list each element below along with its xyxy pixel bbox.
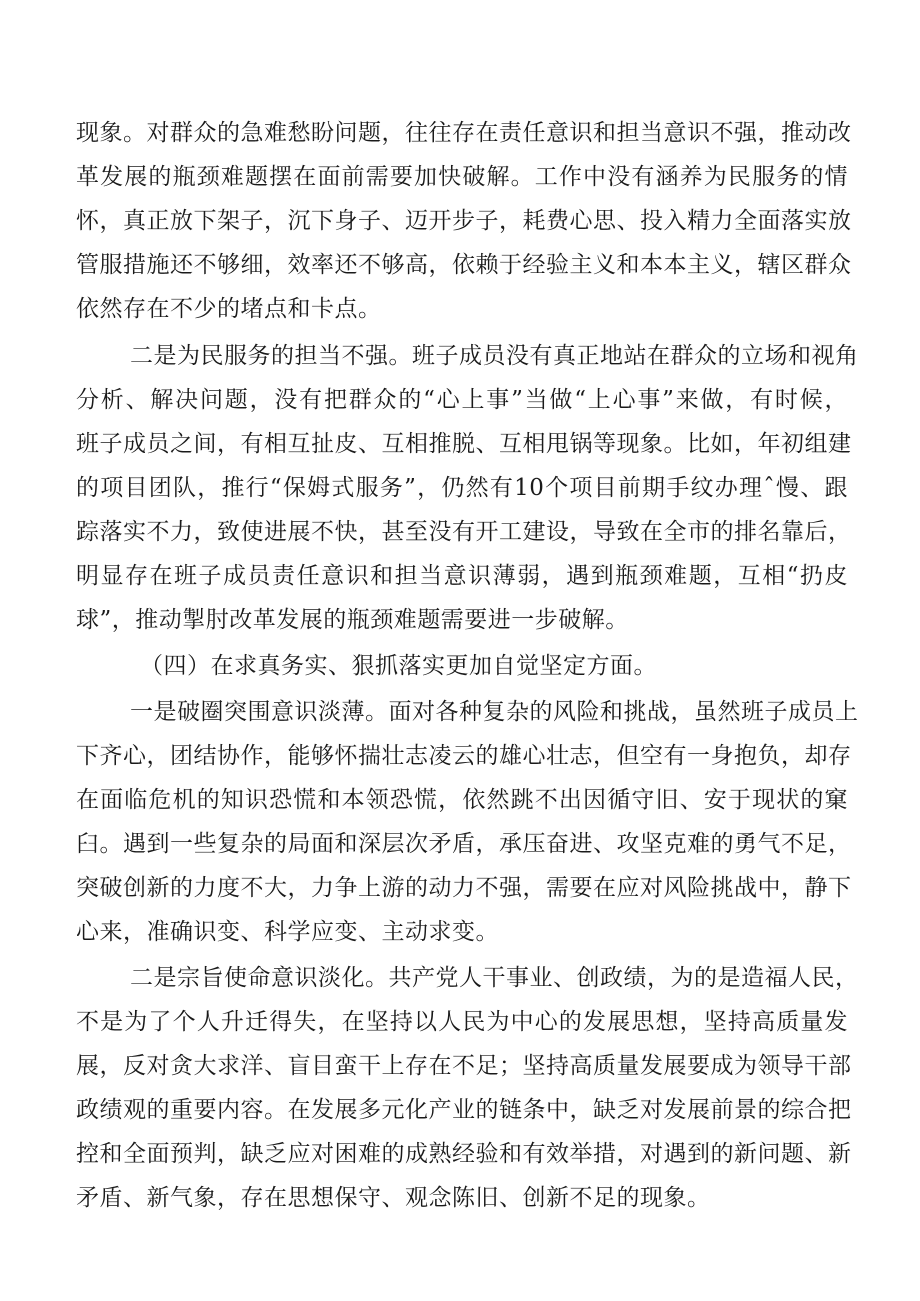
text-line: 在面临危机的知识恐慌和本领恐慌，依然跳不出因循守旧、安于现状的窠 [76,787,848,813]
text-line: 管服措施还不够细，效率还不够高，依赖于经验主义和本本主义，辖区群众 [76,252,852,278]
paragraph-start: 一是破圈突围意识淡薄。面对各种复杂的风险和挑战，虽然班子成员上 [130,699,859,725]
text-line: 下齐心，团结协作，能够怀揣壮志凌云的雄心壮志，但空有一身抱负，却存 [76,743,852,769]
text-line: 矛盾、新气象，存在思想保守、观念陈旧、创新不足的现象。 [76,1185,711,1211]
text-line: 怀，真正放下架子，沉下身子、迈开步子，耗费心思、投入精力全面落实放 [76,208,852,234]
text-line: 球”，推动掣肘改革发展的瓶颈难题需要进一步破解。 [76,607,629,633]
text-line: 突破创新的力度不大，力争上游的动力不强，需要在应对风险挑战中，静下 [76,875,852,901]
text-line: 臼。遇到一些复杂的局面和深层次矛盾，承压奋进、攻坚克难的勇气不足， [76,831,852,857]
text-line: 的项目团队，推行“保姆式服务”，仍然有10个项目前期手纹办理ˆ慢、跟 [76,475,848,501]
text-line: 明显存在班子成员责任意识和担当意识薄弱，遇到瓶颈难题，互相“扔皮 [76,563,848,589]
text-line: 展，反对贪大求洋、盲目蛮干上存在不足；坚持高质量发展要成为领导干部 [76,1053,852,1079]
text-line: 分析、解决问题，没有把群众的“心上事”当做“上心事”来做，有时候， [76,387,848,413]
text-line: 心来，准确识变、科学应变、主动求变。 [76,919,499,945]
section-heading: （四）在求真务实、狠抓落实更加自觉坚定方面。 [140,653,657,679]
paragraph-start: 二是宗旨使命意识淡化。共产党人干事业、创政绩，为的是造福人民， [130,965,859,991]
text-line: 现象。对群众的急难愁盼问题，往往存在责任意识和担当意识不强，推动改 [76,120,852,146]
text-line: 政绩观的重要内容。在发展多元化产业的链条中，缺乏对发展前景的综合把 [76,1097,852,1123]
text-line: 控和全面预判，缺乏应对困难的成熟经验和有效举措，对遇到的新问题、新 [76,1141,852,1167]
text-line: 革发展的瓶颈难题摆在面前需要加快破解。工作中没有涵养为民服务的情 [76,164,848,190]
text-line: 不是为了个人升迁得失，在坚持以人民为中心的发展思想，坚持高质量发 [76,1009,848,1035]
text-line: 依然存在不少的堵点和卡点。 [76,296,382,322]
text-line: 踪落实不力，致使进展不快，甚至没有开工建设，导致在全市的排名靠后， [76,519,852,545]
paragraph-start: 二是为民服务的担当不强。班子成员没有真正地站在群众的立场和视角 [130,343,859,369]
text-line: 班子成员之间，有相互扯皮、互相推脱、互相甩锅等现象。比如，年初组建 [76,431,852,457]
